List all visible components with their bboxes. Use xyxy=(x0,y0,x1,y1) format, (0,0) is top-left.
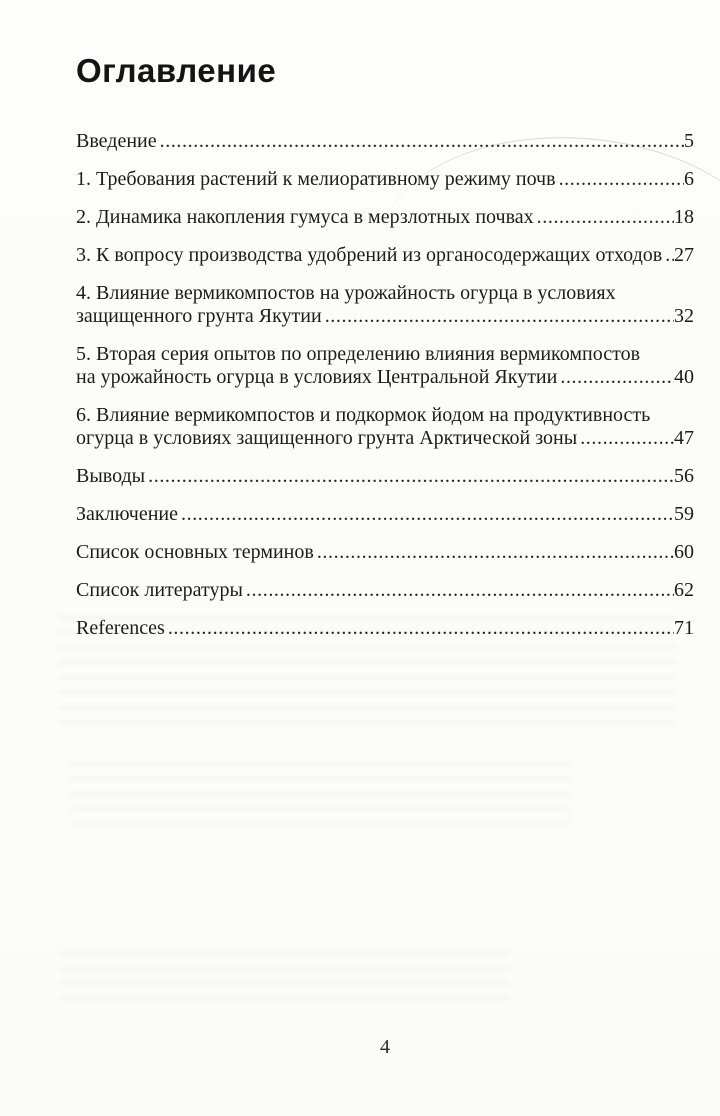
toc-dot-leader xyxy=(145,465,674,488)
toc-entry-page: 40 xyxy=(674,366,694,388)
toc-list xyxy=(76,130,694,640)
toc-entry-page: 6 xyxy=(684,168,694,190)
toc-entry xyxy=(76,168,694,191)
toc-entry xyxy=(76,343,694,389)
toc-entry-text: 2. Динамика накопления гумуса в мерзлотных почвах xyxy=(76,206,534,228)
toc-dot-leader xyxy=(662,244,674,267)
toc-entry-text: на урожайность огурца в условиях Центральной Якутии xyxy=(76,366,558,388)
toc-dot-leader xyxy=(322,305,674,328)
toc-entry xyxy=(76,130,694,153)
toc-entry-page: 59 xyxy=(674,503,694,525)
toc-entry-page: 47 xyxy=(674,427,694,449)
toc-entry-text-line: 5. Вторая серия опытов по определению влияния вермикомпостов xyxy=(76,343,641,365)
toc-entry-row xyxy=(76,617,694,640)
toc-entry-text: огурца в условиях защищенного грунта Арктической зоны xyxy=(76,427,578,449)
toc-entry-text: Список литературы xyxy=(76,579,243,601)
toc-entry-page: 27 xyxy=(674,244,694,266)
toc-dot-leader xyxy=(556,168,684,191)
toc-entry-row xyxy=(76,366,694,389)
toc-entry xyxy=(76,617,694,640)
toc-entry-page: 5 xyxy=(684,130,694,152)
toc-entry-text: 1. Требования растений к мелиоративному режиму почв xyxy=(76,168,556,190)
toc-entry xyxy=(76,465,694,488)
toc-dot-leader xyxy=(178,503,674,526)
toc-entry-text: 3. К вопросу производства удобрений из органосодержащих отходов xyxy=(76,244,663,266)
toc-entry-text: References xyxy=(76,617,165,639)
toc-entry xyxy=(76,206,694,229)
toc-dot-leader xyxy=(157,130,684,153)
folio-page-number: 4 xyxy=(380,1036,390,1058)
toc-entry xyxy=(76,404,694,450)
toc-entry-page: 56 xyxy=(674,465,694,487)
toc-entry xyxy=(76,282,694,328)
toc-entry-wrap-lines xyxy=(76,343,694,366)
toc-entry-row xyxy=(76,541,694,564)
toc-dot-leader xyxy=(557,366,674,389)
toc-entry-row xyxy=(76,130,694,153)
toc-entry-row xyxy=(76,305,694,328)
toc-entry-text: защищенного грунта Якутии xyxy=(76,305,322,327)
toc-entry-text-line: 4. Влияние вермикомпостов на урожайность огурца в условиях xyxy=(76,282,616,304)
toc-entry-text: Выводы xyxy=(76,465,146,487)
toc-entry-wrap-lines xyxy=(76,404,694,427)
toc-entry-page: 71 xyxy=(674,617,694,639)
toc-dot-leader xyxy=(314,541,674,564)
toc-entry-page: 60 xyxy=(674,541,694,563)
toc-entry xyxy=(76,503,694,526)
toc-dot-leader xyxy=(534,206,674,229)
bleed-through-artifact xyxy=(70,762,570,834)
toc-entry-text-line: 6. Влияние вермикомпостов и подкормок йодом на продуктивность xyxy=(76,404,651,426)
page-title: Оглавление xyxy=(76,52,277,89)
toc-entry-page: 32 xyxy=(674,305,694,327)
toc-entry-page: 62 xyxy=(674,579,694,601)
bleed-through-artifact xyxy=(60,952,510,1004)
toc-entry xyxy=(76,244,694,267)
toc-entry-text: Заключение xyxy=(76,503,178,525)
toc-entry-row xyxy=(76,168,694,191)
toc-entry-wrap-lines xyxy=(76,282,694,305)
toc-entry-text: Введение xyxy=(76,130,157,152)
toc-entry-row xyxy=(76,465,694,488)
toc-entry-row xyxy=(76,206,694,229)
toc-entry-page: 18 xyxy=(674,206,694,228)
toc-entry-row xyxy=(76,503,694,526)
toc-entry-row xyxy=(76,244,694,267)
toc-entry xyxy=(76,579,694,602)
toc-entry-row xyxy=(76,579,694,602)
toc-dot-leader xyxy=(577,427,674,450)
toc-entry-text: Список основных терминов xyxy=(76,541,314,563)
toc-entry xyxy=(76,541,694,564)
toc-dot-leader xyxy=(165,617,674,640)
toc-dot-leader xyxy=(243,579,674,602)
toc-entry-row xyxy=(76,427,694,450)
